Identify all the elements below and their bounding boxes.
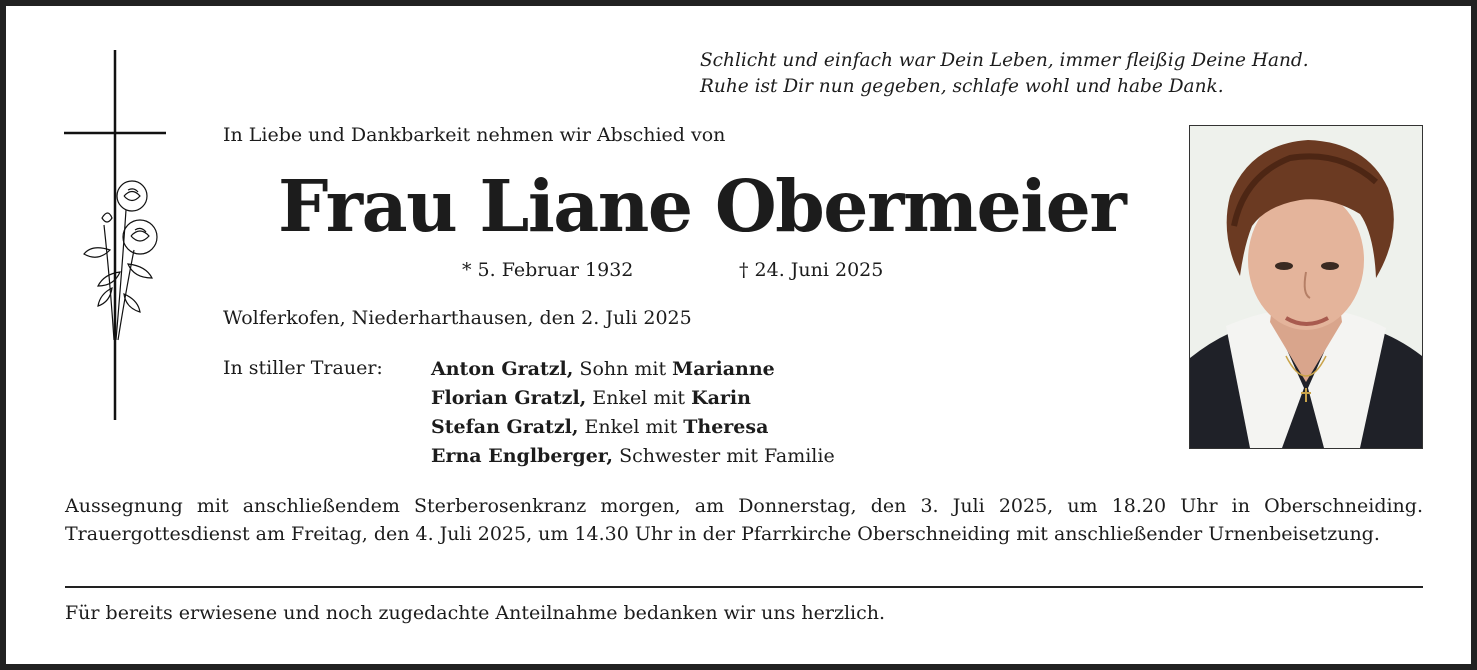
death-date: † 24. Juni 2025 — [739, 259, 884, 281]
poem-line-2: Ruhe ist Dir nun gegeben, schlafe wohl und habe Dank. — [700, 76, 1224, 97]
mourners-label: In stiller Trauer: — [223, 357, 383, 379]
mourner-name: Anton Gratzl, — [431, 358, 574, 380]
intro-text: In Liebe und Dankbarkeit nehmen wir Abschied von — [223, 124, 726, 146]
mourner-relation: Sohn mit — [573, 358, 673, 380]
mourner-relation: Enkel mit — [578, 416, 684, 438]
divider — [65, 586, 1423, 588]
mourner-partner: Karin — [691, 387, 751, 409]
cross-with-roses-icon — [64, 50, 166, 420]
portrait-photo — [1189, 125, 1423, 449]
thanks-text: Für bereits erwiesene und noch zugedachte Anteilnahme bedanken wir uns herzlich. — [65, 602, 886, 624]
mourner-name: Florian Gratzl, — [431, 387, 587, 409]
mourners-list — [431, 357, 835, 473]
mourner-name: Erna Englberger, — [431, 445, 614, 467]
deceased-name: Frau Liane Obermeier — [278, 164, 1126, 248]
service-details: Aussegnung mit anschließendem Sterberosenkranz morgen, am Donnerstag, den 3. Juli 2025, um 18.20 Uhr in Oberschneiding. Trauergottesdienst am Freitag, den 4. Juli 2025, um 14.30 Uhr in der Pfarrkirche Oberschneiding mit anschließender Urnenbeisetzung. — [65, 495, 1423, 545]
birth-date: * 5. Februar 1932 — [462, 259, 634, 281]
place-and-date: Wolferkofen, Niederharthausen, den 2. Juli 2025 — [223, 307, 692, 329]
poem-line-1: Schlicht und einfach war Dein Leben, immer fleißig Deine Hand. — [700, 50, 1309, 71]
mourner-partner: Theresa — [683, 416, 769, 438]
mourner-partner: Marianne — [672, 358, 775, 380]
portrait-illustration — [1190, 126, 1422, 448]
mourner-relation: Schwester mit Familie — [613, 445, 835, 467]
mourner-row — [431, 444, 835, 473]
mourner-relation: Enkel mit — [586, 387, 692, 409]
mourner-row — [431, 357, 835, 386]
mourner-name: Stefan Gratzl, — [431, 416, 579, 438]
mourner-row — [431, 386, 835, 415]
mourner-row — [431, 415, 835, 444]
